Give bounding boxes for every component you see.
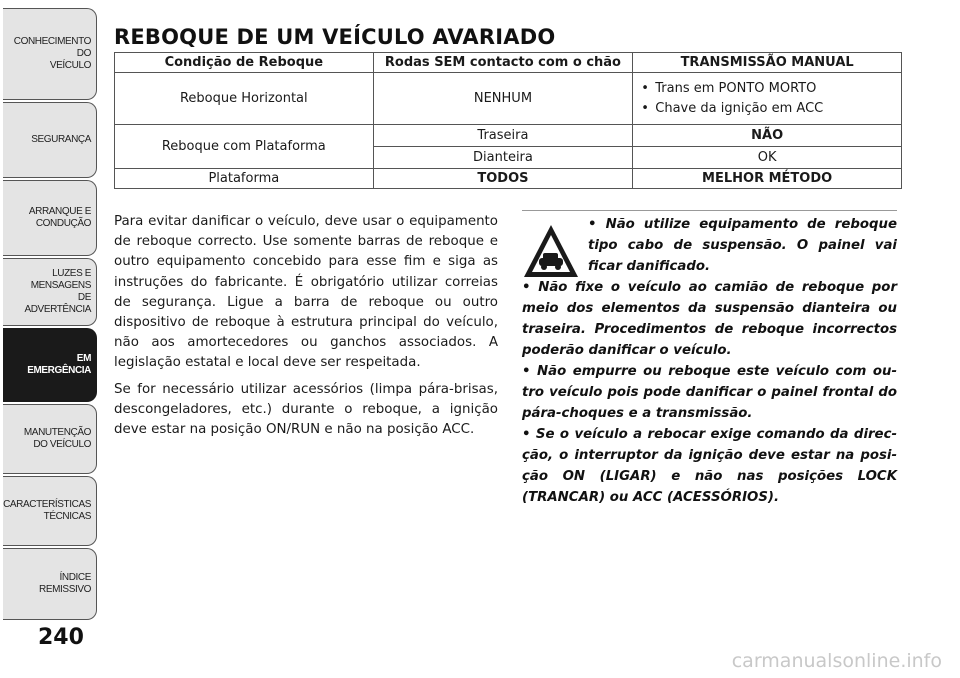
- tab-conhecimento-do-veiculo[interactable]: CONHECIMENTO DO VEÍCULO: [3, 8, 97, 100]
- body-text: [114, 212, 498, 446]
- tab-caracteristicas-tecnicas[interactable]: CARACTERÍSTICAS TÉCNICAS: [3, 476, 97, 546]
- chapter-sidebar: [0, 0, 102, 678]
- tab-em-emergencia[interactable]: EM EMERGÊNCIA: [3, 328, 97, 402]
- list-item: • Trans em PONTO MORTO: [639, 79, 895, 99]
- page-number: 240: [38, 625, 84, 650]
- towing-table: [114, 52, 902, 189]
- paragraph: Se for necessário utilizar acessórios (limpa pára-brisas, descongeladores, etc.) durante o reboque, a ignição deve estar na posição ON/RUN e não na posição ACC.: [114, 381, 498, 438]
- warning-item: • Não fixe o veículo ao camião de reboque por meio dos elementos da suspensão dianteira ou traseira. Procedimentos de reboque incorrectos poderão danificar o veículo.: [522, 280, 897, 358]
- cell-wheels: Dianteira: [373, 147, 633, 169]
- paragraph: Para evitar danificar o veículo, deve usar o equipamento de reboque correcto. Use somente barras de reboque e outro equipamento concebido para esse fim e siga as instruções do fabricante. É obrigatório utilizar correias de segurança. Ligue a barra de reboque ou outro dispositivo de reboque à estrutura principal do veículo, não aos amortecedores ou ganchos associados. A legislação estatal e local deve ser respeitada.: [114, 214, 498, 371]
- table-row: [115, 169, 902, 189]
- page-title: REBOQUE DE UM VEÍCULO AVARIADO: [114, 25, 556, 49]
- cell-wheels: NENHUM: [373, 73, 633, 125]
- warning-divider: [522, 210, 897, 211]
- cell-manual: MELHOR MÉTODO: [633, 169, 902, 189]
- cell-condition: Reboque com Plataforma: [115, 125, 374, 169]
- list-item: • Chave da ignição em ACC: [639, 99, 895, 119]
- tab-indice-remissivo[interactable]: ÍNDICE REMISSIVO: [3, 548, 97, 620]
- header-condition: Condição de Reboque: [115, 53, 374, 73]
- watermark: carmanualsonline.info: [731, 650, 942, 672]
- tab-arranque-e-conducao[interactable]: ARRANQUE E CONDUÇÃO: [3, 180, 97, 256]
- cell-condition: Reboque Horizontal: [115, 73, 374, 125]
- table-header-row: [115, 53, 902, 73]
- cell-manual: [633, 73, 902, 125]
- tab-manutencao-do-veiculo[interactable]: MANUTENÇÃO DO VEÍCULO: [3, 404, 97, 474]
- warning-block: [522, 212, 897, 508]
- table-row: [115, 73, 902, 125]
- cell-condition: Plataforma: [115, 169, 374, 189]
- table-row: [115, 125, 902, 147]
- tab-luzes-e-mensagens[interactable]: LUZES E MENSAGENS DE ADVERTÊNCIA: [3, 258, 97, 326]
- cell-manual: OK: [633, 147, 902, 169]
- warning-item: • Não empurre ou reboque este veículo com outro veículo pois pode danificar o painel frontal do pára-choques e a transmissão.: [522, 364, 897, 421]
- warning-triangle-icon: [522, 222, 580, 280]
- tab-seguranca[interactable]: SEGURANÇA: [3, 102, 97, 178]
- bullet-list: [639, 79, 895, 119]
- cell-manual: NÃO: [633, 125, 902, 147]
- header-wheels: Rodas SEM contacto com o chão: [373, 53, 633, 73]
- cell-wheels: Traseira: [373, 125, 633, 147]
- header-manual-transmission: TRANSMISSÃO MANUAL: [633, 53, 902, 73]
- warning-item: • Se o veículo a rebocar exige comando da direcção, o interruptor da ignição deve estar na posição ON (LIGAR) e não nas posições LOCK (TRANCAR) ou ACC (ACESSÓRIOS).: [522, 427, 897, 505]
- cell-wheels: TODOS: [373, 169, 633, 189]
- warning-item: • Não utilize equipamento de reboque tipo cabo de suspensão. O painel vai ficar danificado.: [588, 217, 897, 274]
